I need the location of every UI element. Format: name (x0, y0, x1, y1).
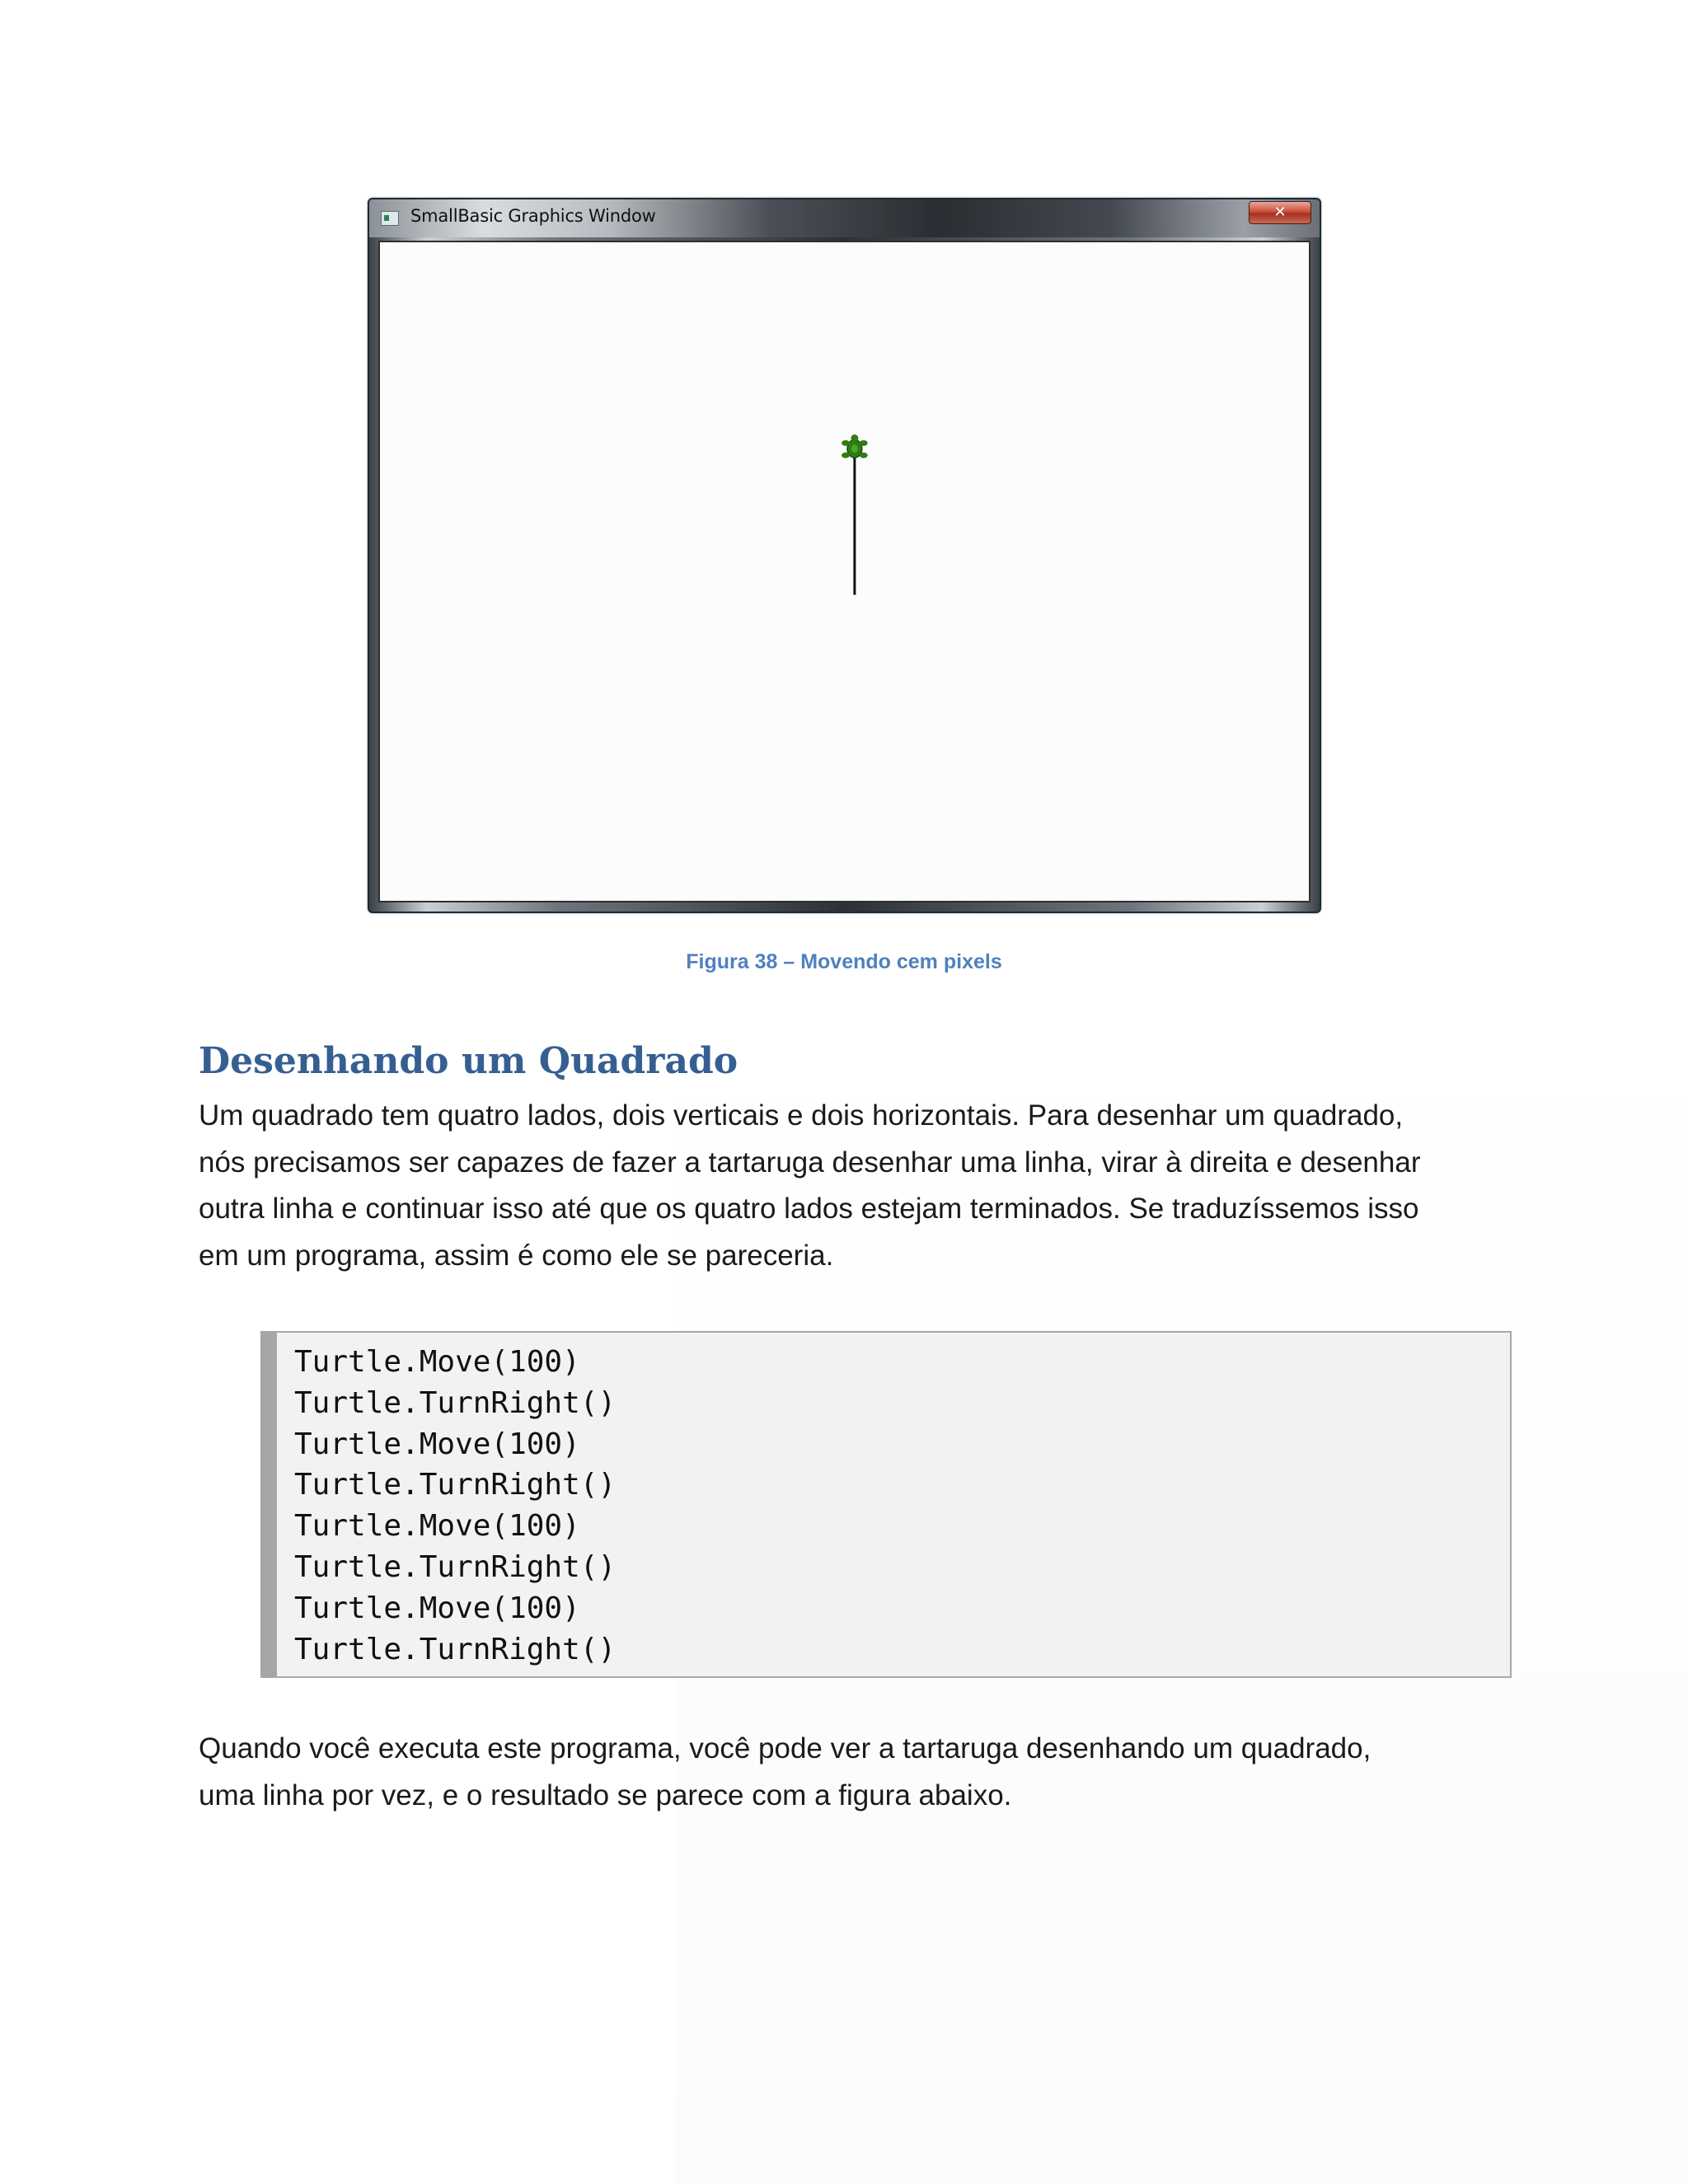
code-line: Turtle.Move(100) (294, 1427, 580, 1461)
code-line: Turtle.TurnRight() (294, 1468, 617, 1502)
close-button[interactable]: ✕ (1249, 201, 1311, 224)
app-icon (381, 211, 399, 226)
graphics-window (368, 198, 1321, 913)
code-line: Turtle.Move(100) (294, 1591, 580, 1625)
text-line: outra linha e continuar isso até que os quatro lados estejam terminados. Se traduzíssemos isso (199, 1193, 1419, 1225)
paragraph-result (199, 1726, 1550, 1819)
code-block (260, 1331, 1512, 1678)
code-line: Turtle.TurnRight() (294, 1385, 617, 1420)
paragraph-intro (199, 1093, 1550, 1279)
text-line: Um quadrado tem quatro lados, dois verticais e dois horizontais. Para desenhar um quadrado, (199, 1099, 1404, 1132)
code-line: Turtle.TurnRight() (294, 1632, 617, 1666)
code-line: Turtle.Move(100) (294, 1345, 580, 1379)
window-titlebar[interactable] (369, 199, 1320, 237)
text-line: nós precisamos ser capazes de fazer a tartaruga desenhar uma linha, virar à direita e desenhar (199, 1146, 1421, 1179)
window-title: SmallBasic Graphics Window (410, 206, 656, 226)
code-line: Turtle.Move(100) (294, 1509, 580, 1544)
figure-caption: Figura 38 – Movendo cem pixels (686, 950, 1002, 973)
code-line: Turtle.TurnRight() (294, 1549, 617, 1584)
text-line: Quando você executa este programa, você pode ver a tartaruga desenhando um quadrado, (199, 1732, 1372, 1765)
turtle-icon (842, 434, 868, 458)
section-heading: Desenhando um Quadrado (199, 1040, 738, 1082)
text-line: uma linha por vez, e o resultado se parece com a figura abaixo. (199, 1779, 1012, 1811)
text-line: em um programa, assim é como ele se pareceria. (199, 1239, 834, 1272)
drawing-canvas (378, 241, 1311, 902)
